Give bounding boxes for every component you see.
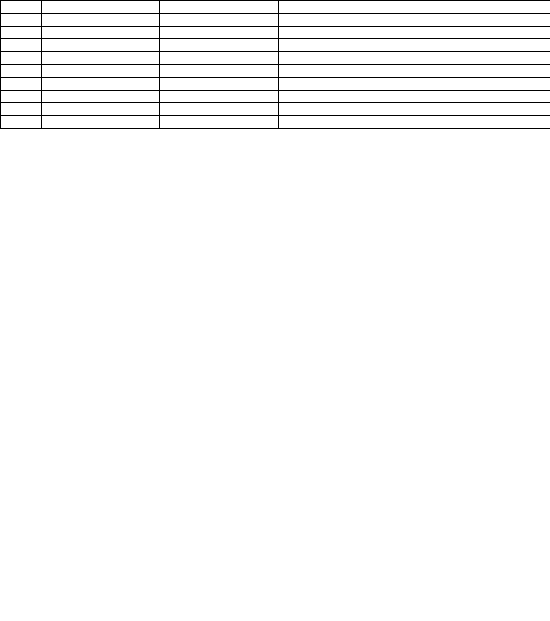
row-number xyxy=(1,116,42,129)
sport-cell xyxy=(160,116,279,129)
athlete-name xyxy=(42,13,160,26)
table-row xyxy=(1,39,550,52)
sport-cell xyxy=(160,64,279,77)
table-row xyxy=(1,64,550,77)
results-table xyxy=(0,0,550,129)
row-number xyxy=(1,39,42,52)
sport-cell xyxy=(160,90,279,103)
sport-cell xyxy=(160,103,279,116)
athlete-name xyxy=(42,39,160,52)
event-cell xyxy=(279,39,550,52)
event-cell xyxy=(279,64,550,77)
event-cell xyxy=(279,13,550,26)
event-cell xyxy=(279,26,550,39)
table-row xyxy=(1,26,550,39)
row-number xyxy=(1,103,42,116)
athlete-name xyxy=(42,77,160,90)
row-number xyxy=(1,13,42,26)
event-cell xyxy=(279,116,550,129)
row-number xyxy=(1,52,42,65)
row-number xyxy=(1,26,42,39)
table-row xyxy=(1,116,550,129)
table-row xyxy=(1,77,550,90)
header-reihe xyxy=(1,1,42,14)
event-cell xyxy=(279,103,550,116)
sport-cell xyxy=(160,39,279,52)
event-cell xyxy=(279,52,550,65)
athlete-name xyxy=(42,26,160,39)
header-row xyxy=(1,1,550,14)
header-veranstaltung xyxy=(279,1,550,14)
sport-cell xyxy=(160,13,279,26)
sport-cell xyxy=(160,26,279,39)
sport-cell xyxy=(160,52,279,65)
row-number xyxy=(1,77,42,90)
athlete-name xyxy=(42,52,160,65)
table-body xyxy=(1,13,550,128)
athlete-name xyxy=(42,90,160,103)
table-row xyxy=(1,52,550,65)
sport-cell xyxy=(160,77,279,90)
event-cell xyxy=(279,77,550,90)
table-row xyxy=(1,103,550,116)
table-row xyxy=(1,90,550,103)
athlete-name xyxy=(42,64,160,77)
athlete-name xyxy=(42,103,160,116)
row-number xyxy=(1,90,42,103)
athlete-name xyxy=(42,116,160,129)
row-number xyxy=(1,64,42,77)
header-name xyxy=(42,1,160,14)
header-sportart xyxy=(160,1,279,14)
table-row xyxy=(1,13,550,26)
event-cell xyxy=(279,90,550,103)
